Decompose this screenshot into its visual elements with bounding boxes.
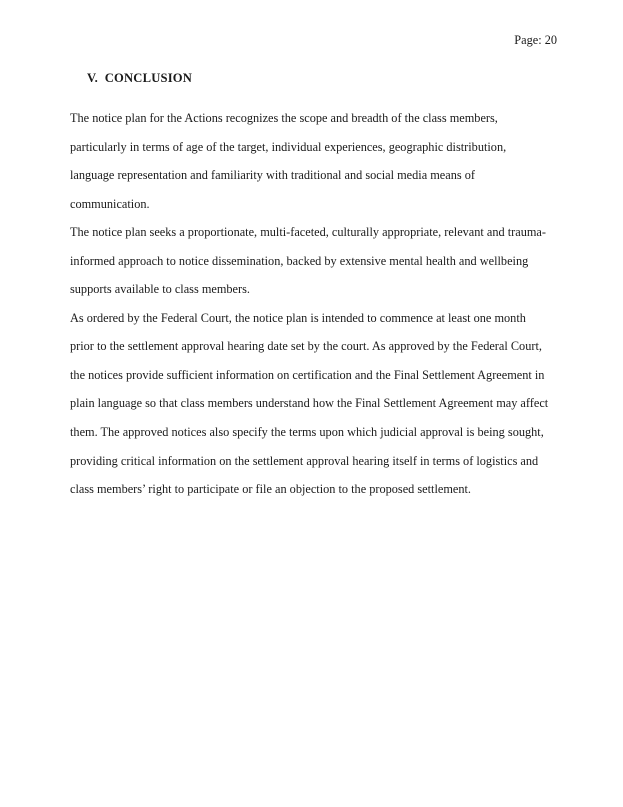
text-line: The notice plan for the Actions recognizes the scope and breadth of the class members, [70,111,498,125]
text-line: informed approach to notice dissemination, backed by extensive mental health and wellbeing [70,253,529,268]
paragraph [70,218,570,304]
text-line: prior to the settlement approval hearing date set by the court. As approved by the Federal Court, [70,339,542,354]
text-line: language representation and familiarity with traditional and social media means of [70,168,475,183]
text-line: communication. [70,196,150,211]
page-number-label: Page: 20 [514,33,557,47]
text-line: supports available to class members. [70,282,250,297]
text-line: the notices provide sufficient information on certification and the Final Settlement Agreement in [70,367,545,382]
section-heading: V. CONCLUSION [87,71,193,85]
text-line: providing critical information on the settlement approval hearing itself in terms of logistics and [70,453,539,468]
text-line: plain language so that class members understand how the Final Settlement Agreement may affect [70,396,549,411]
text-line: particularly in terms of age of the target, individual experiences, geographic distribution, [70,139,507,154]
document-body [70,104,570,504]
text-line: As ordered by the Federal Court, the notice plan is intended to commence at least one month [70,310,526,325]
paragraph [70,104,570,218]
text-line: The notice plan seeks a proportionate, multi-faceted, culturally appropriate, relevant and trauma- [70,225,546,240]
text-line: class members’ right to participate or file an objection to the proposed settlement. [70,482,472,497]
text-line: them. The approved notices also specify the terms upon which judicial approval is being sought, [70,425,544,440]
paragraph [70,304,570,504]
